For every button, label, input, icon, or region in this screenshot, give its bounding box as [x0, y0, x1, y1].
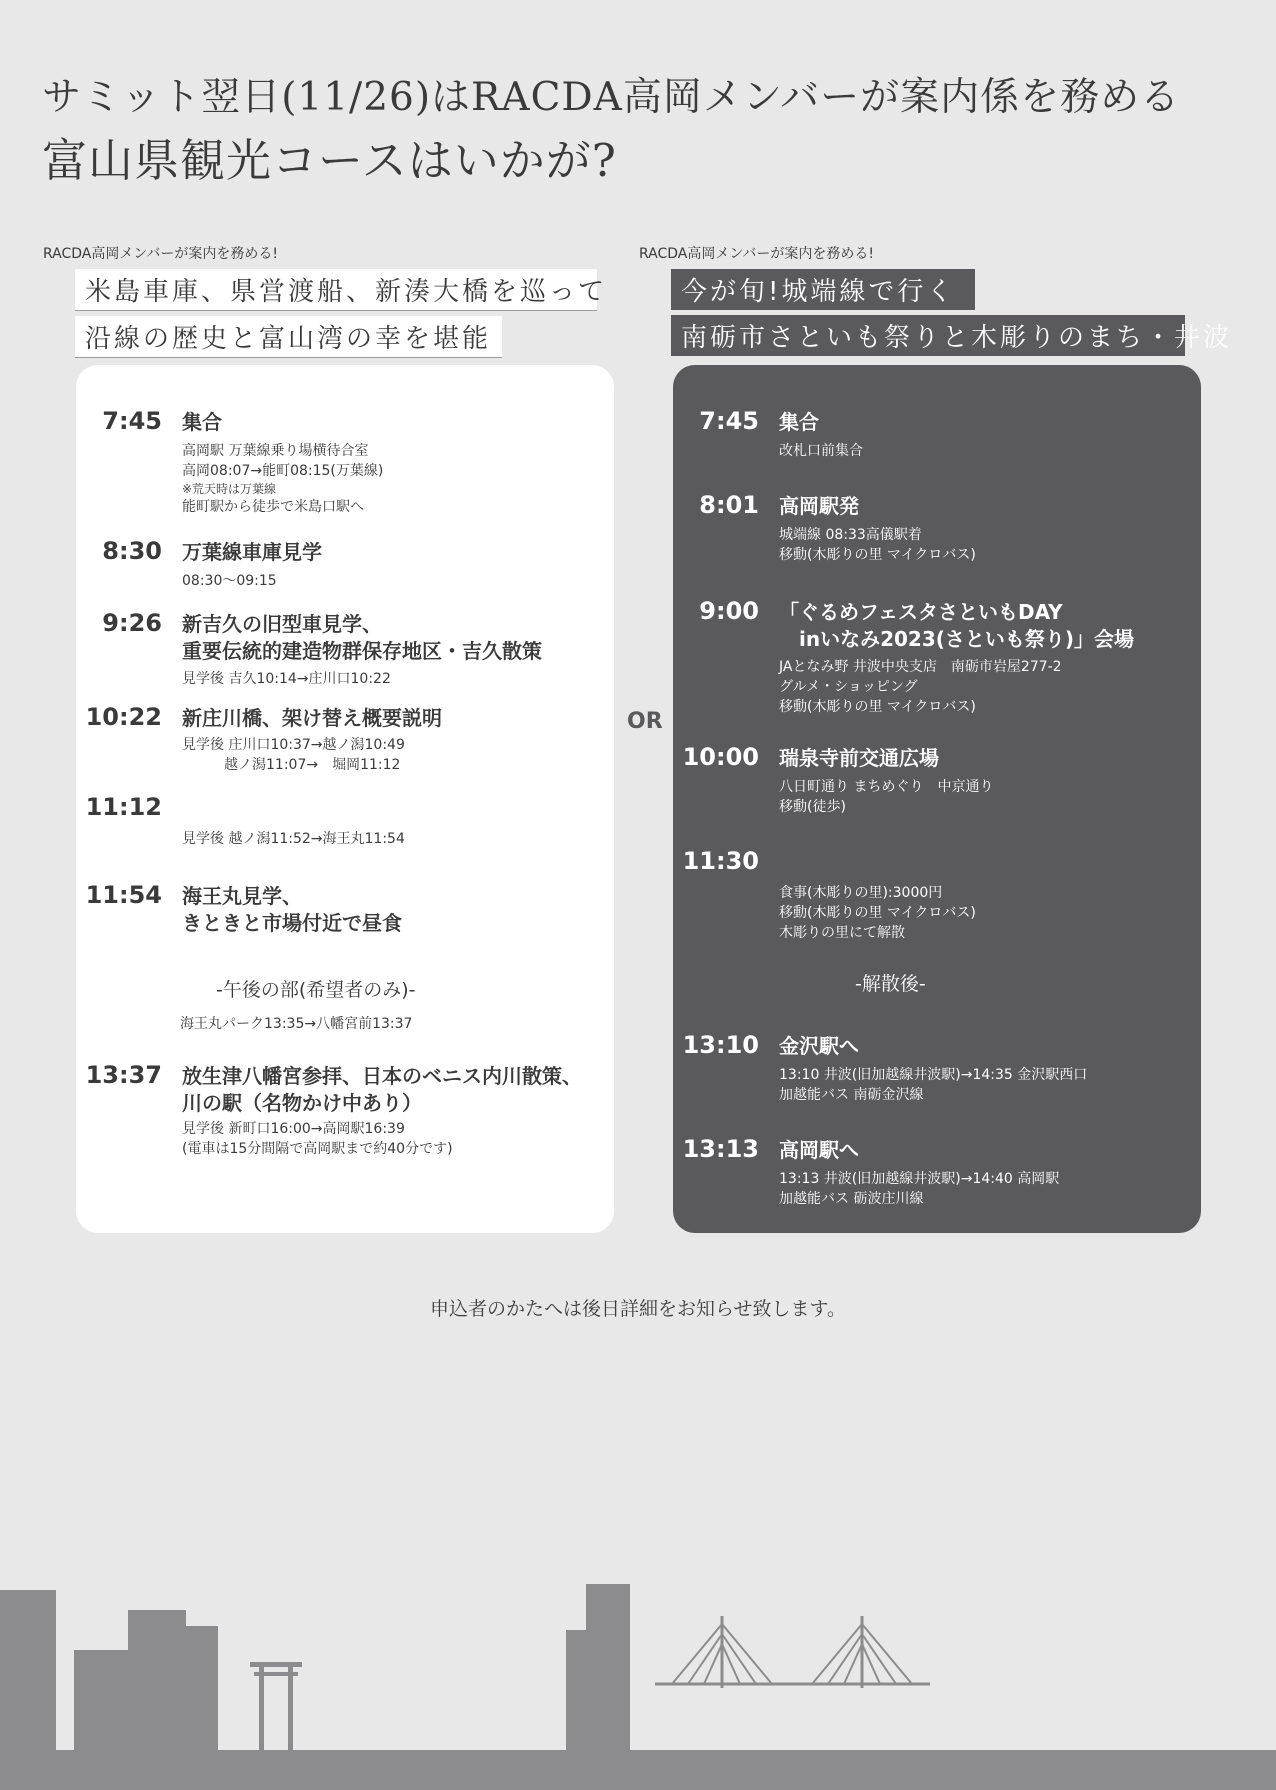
event-time: 10:22 — [85, 703, 162, 731]
event-name: 万葉線車庫見学 — [182, 540, 322, 564]
event-details: 08:30〜09:15 — [182, 573, 277, 589]
left-course-schedule — [76, 365, 614, 1233]
event-time: 7:45 — [699, 407, 759, 435]
event-details: 城端線 08:33高儀駅着 移動(木彫りの里 マイクロバス) — [779, 527, 976, 563]
cable-stayed-bridge-icon — [655, 1616, 930, 1688]
event-time: 11:12 — [85, 793, 162, 821]
right-course-header — [639, 243, 1233, 361]
building — [586, 1584, 630, 1752]
building — [186, 1626, 218, 1752]
right-course-title-line-2: 南砺市さといも祭りと木彫りのまち・井波 — [671, 315, 1185, 356]
title-line-2: 富山県観光コースはいかが? — [42, 134, 617, 187]
right-course-title-line-1: 今が旬!城端線で行く — [671, 269, 975, 310]
building — [74, 1650, 128, 1752]
building — [566, 1630, 586, 1752]
event-time: 7:45 — [102, 407, 162, 435]
event-details: 見学後 庄川口10:37→越ノ潟10:49 越ノ潟11:07→ 堀岡11:12 — [182, 737, 405, 773]
event-details: 13:13 井波(旧加越線井波駅)→14:40 高岡駅 加越能バス 砺波庄川線 — [779, 1171, 1060, 1207]
event-name: 金沢駅へ — [779, 1034, 859, 1058]
event-name: 高岡駅発 — [779, 494, 859, 518]
event-details: 見学後 越ノ潟11:52→海王丸11:54 — [182, 831, 405, 847]
event-time: 11:54 — [85, 881, 162, 909]
right-course-schedule — [673, 365, 1201, 1233]
event-time: 9:00 — [699, 597, 759, 625]
left-course-title-line-2: 沿線の歴史と富山湾の幸を堪能 — [75, 316, 502, 358]
afternoon-heading: -午後の部(希望者のみ)- — [216, 979, 416, 1001]
event-name: 集合 — [182, 410, 222, 434]
event-name: 新庄川橋、架け替え概要説明 — [182, 706, 442, 730]
or-separator: OR — [627, 709, 663, 734]
event-details: JAとなみ野 井波中央支店 南砺市岩屋277-2 グルメ・ショッピング 移動(木彫りの里 マイクロバス) — [779, 659, 1062, 715]
left-course-header — [43, 243, 608, 363]
event-details: 改札口前集合 — [779, 443, 863, 459]
left-course-title-line-1: 米島車庫、県営渡船、新湊大橋を巡って — [75, 269, 597, 311]
ground — [0, 1750, 1276, 1790]
torii-icon — [250, 1662, 302, 1752]
event-details: 八日町通り まちめぐり 中京通り 移動(徒歩) — [779, 779, 994, 815]
skyline-illustration — [0, 1570, 1276, 1790]
event-details: 13:10 井波(旧加越線井波駅)→14:35 金沢駅西口 加越能バス 南砺金沢線 — [779, 1067, 1088, 1103]
after-dismissal-heading: -解散後- — [855, 973, 926, 995]
event-time: 11:30 — [682, 847, 759, 875]
event-name: 海王丸見学、 きときと市場付近で昼食 — [182, 884, 402, 935]
event-time: 13:37 — [85, 1061, 162, 1089]
right-course-kicker: RACDA高岡メンバーが案内を務める! — [639, 246, 875, 262]
event-time: 13:10 — [682, 1031, 759, 1059]
event-name: 集合 — [779, 410, 819, 434]
event-name: 新吉久の旧型車見学、 重要伝統的建造物群保存地区・吉久散策 — [182, 612, 542, 663]
event-details: 見学後 新町口16:00→高岡駅16:39 (電車は15分間隔で高岡駅まで約40分です) — [182, 1121, 453, 1157]
event-details: 見学後 吉久10:14→庄川口10:22 — [182, 671, 391, 687]
event-time: 10:00 — [682, 743, 759, 771]
footer-note: 申込者のかたへは後日詳細をお知らせ致します。 — [430, 1298, 846, 1320]
left-course-kicker: RACDA高岡メンバーが案内を務める! — [43, 246, 279, 262]
event-name: 瑞泉寺前交通広場 — [779, 746, 939, 770]
title-line-1: サミット翌日(11/26)はRACDA高岡メンバーが案内係を務める — [42, 75, 1181, 120]
event-details: 食事(木彫りの里):3000円 移動(木彫りの里 マイクロバス) 木彫りの里にて解散 — [779, 885, 976, 941]
event-name: 放生津八幡宮参拝、日本のベニス内川散策、 川の駅（名物かけ中あり） — [182, 1064, 582, 1115]
building — [0, 1590, 56, 1752]
event-name: 高岡駅へ — [779, 1138, 859, 1162]
event-time: 13:13 — [682, 1135, 759, 1163]
event-time: 8:30 — [102, 537, 162, 565]
event-time: 9:26 — [102, 609, 162, 637]
event-name: 「ぐるめフェスタさといもDAY inいなみ2023(さといも祭り)」会場 — [779, 600, 1135, 651]
afternoon-transfer-note: 海王丸パーク13:35→八幡宮前13:37 — [180, 1016, 413, 1032]
event-details: 高岡駅 万葉線乗り場横待合室 高岡08:07→能町08:15(万葉線) ※荒天時は万葉線 能町駅から徒歩で米島口駅へ — [182, 443, 384, 515]
building — [128, 1610, 186, 1752]
event-time: 8:01 — [699, 491, 759, 519]
